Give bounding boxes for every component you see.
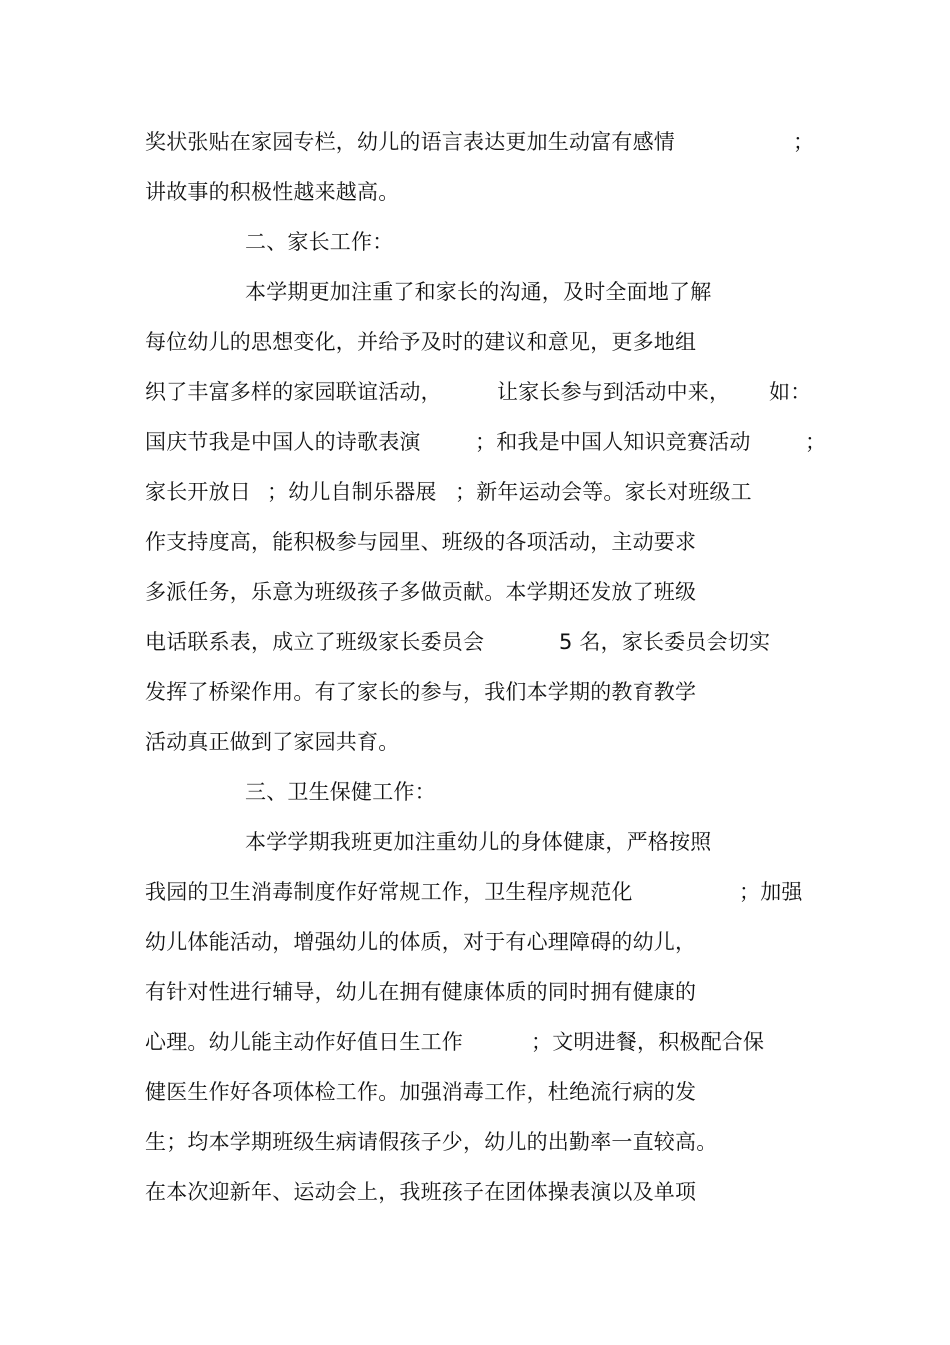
text-segment: ；加强: [739, 880, 803, 904]
text-segment: 生；均本学期班级生病请假孩子少，幼儿的出勤率一直较高。: [145, 1130, 718, 1154]
text-segment: 国庆节我是中国人的诗歌表演: [145, 430, 421, 454]
text-segment: 织了丰富多样的家园联谊活动，: [145, 380, 442, 404]
text-segment: ；: [793, 130, 815, 154]
text-segment: ；新年运动会等。家长对班级工: [455, 480, 752, 504]
text-segment: 发挥了桥梁作用。有了家长的参与，我们本学期的教育教学: [145, 680, 697, 704]
text-segment: ；和我是中国人知识竞赛活动: [475, 430, 751, 454]
text-segment: 幼儿体能活动，增强幼儿的体质，对于有心理障碍的幼儿，: [145, 930, 697, 954]
text-segment: 多派任务，乐意为班级孩子多做贡献。本学期还发放了班级: [145, 580, 697, 604]
text-segment: 我园的卫生消毒制度作好常规工作，卫生程序规范化: [145, 880, 633, 904]
text-segment: 奖状张贴在家园专栏，幼儿的语言表达更加生动富有感情: [145, 130, 675, 154]
text-segment: 作支持度高，能积极参与园里、班级的各项活动，主动要求: [145, 530, 697, 554]
text-segment: 本学期更加注重了和家长的沟通，及时全面地了解: [245, 280, 712, 304]
text-segment: ；: [805, 430, 827, 454]
text-segment: 让家长参与到活动中来，: [497, 380, 731, 404]
text-segment: 活动真正做到了家园共育。: [145, 730, 400, 754]
text-segment: 讲故事的积极性越来越高。: [145, 180, 400, 204]
text-segment: ；幼儿自制乐器展: [267, 480, 437, 504]
text-segment: 5 名，家长委员会切实: [559, 630, 771, 654]
text-segment: 每位幼儿的思想变化，并给予及时的建议和意见，更多地组: [145, 330, 697, 354]
text-segment: 三、卫生保健工作：: [245, 780, 436, 804]
text-segment: 有针对性进行辅导，幼儿在拥有健康体质的同时拥有健康的: [145, 980, 697, 1004]
text-segment: 家长开放日: [145, 480, 251, 504]
text-segment: 电话联系表，成立了班级家长委员会: [145, 630, 485, 654]
text-segment: 健医生作好各项体检工作。加强消毒工作，杜绝流行病的发: [145, 1080, 697, 1104]
text-segment: ；文明进餐，积极配合保: [531, 1030, 765, 1054]
text-segment: 在本次迎新年、运动会上，我班孩子在团体操表演以及单项: [145, 1180, 697, 1204]
text-segment: 二、家长工作：: [245, 230, 394, 254]
text-segment: 心理。幼儿能主动作好值日生工作: [145, 1030, 463, 1054]
text-segment: 如：: [769, 380, 812, 404]
text-segment: 本学学期我班更加注重幼儿的身体健康，严格按照: [245, 830, 712, 854]
